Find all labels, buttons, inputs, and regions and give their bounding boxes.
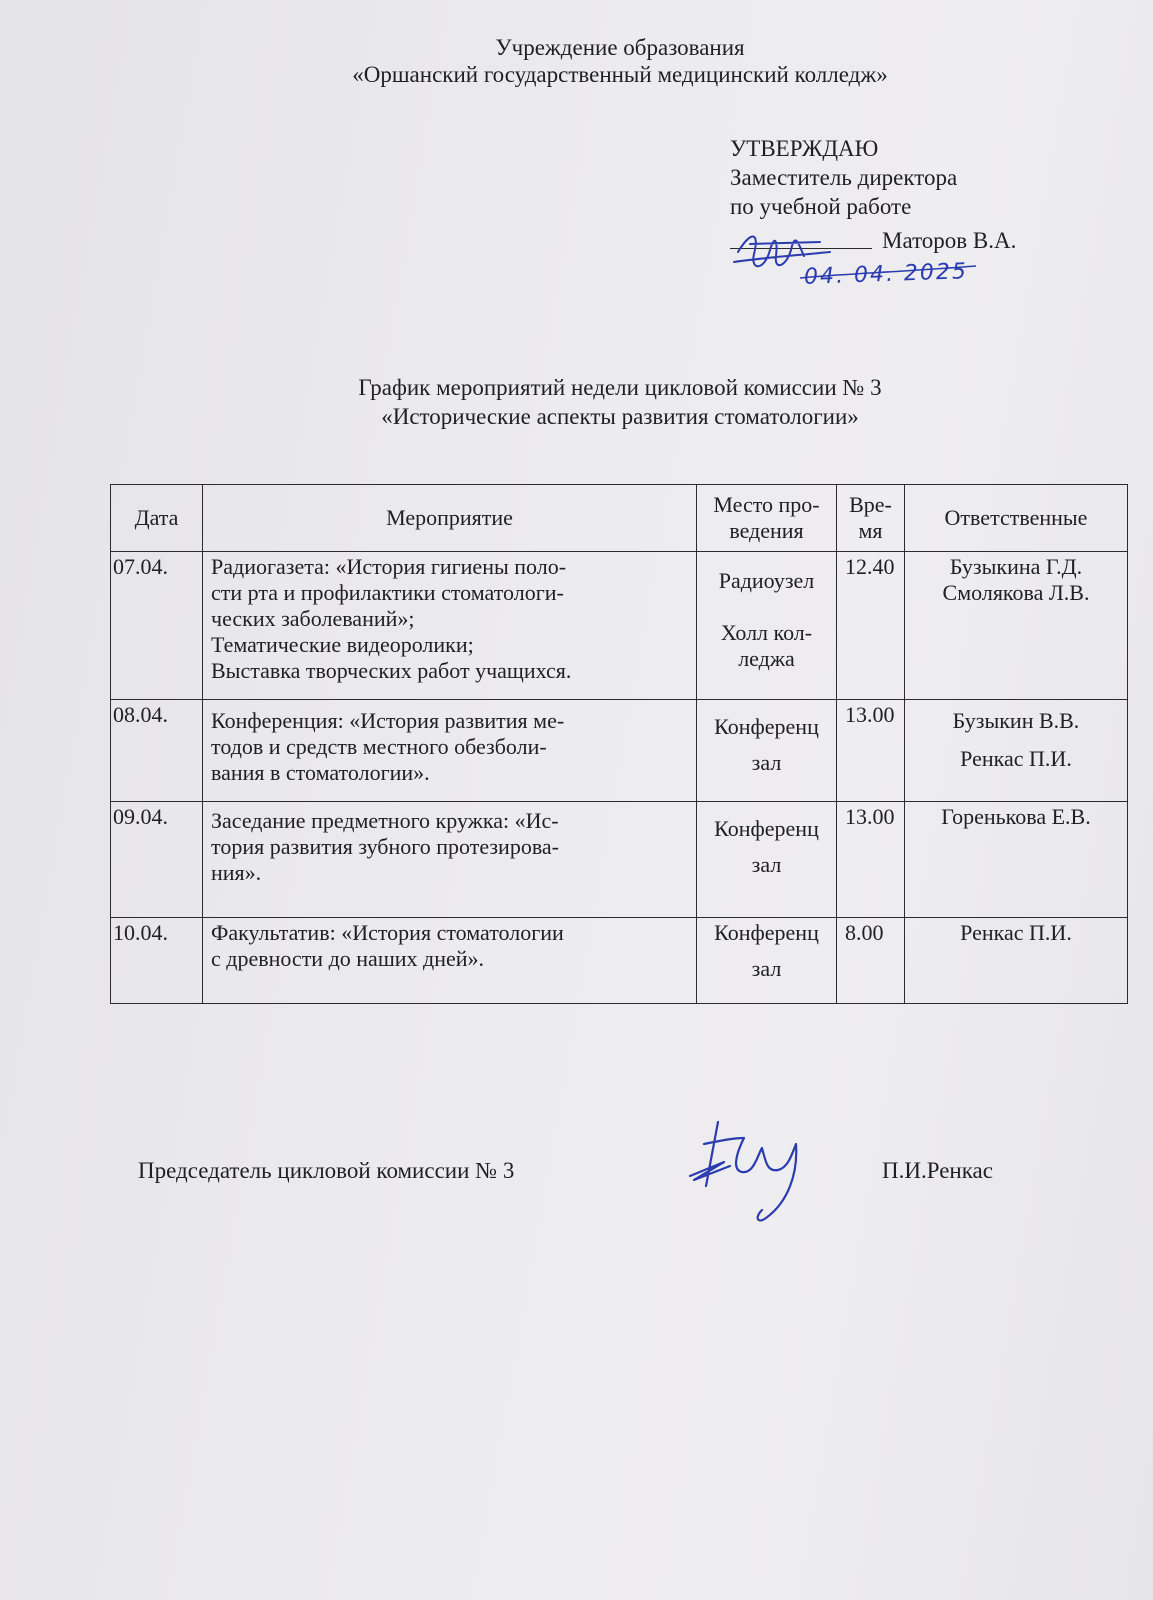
row-event: [203, 552, 697, 700]
event-line: Конференция: «История развития ме-: [211, 708, 565, 733]
event-line: тодов и средств местного обезболи-: [211, 734, 547, 759]
place-line: зал: [751, 956, 782, 981]
row-date: 08.04.: [111, 700, 203, 802]
row-place: [697, 552, 837, 700]
table-row: [111, 552, 1128, 700]
place-line: леджа: [738, 646, 795, 671]
row-time: 13.00: [837, 802, 905, 918]
schedule-table: [110, 484, 1128, 1004]
row-date: 07.04.: [111, 552, 203, 700]
row-responsible: [905, 552, 1128, 700]
schedule-title: График мероприятий недели цикловой комиссии № 3: [358, 375, 882, 400]
row-place: [697, 700, 837, 802]
place-line: Конференц: [714, 714, 819, 739]
table-row: [111, 918, 1128, 1004]
event-line: с древности до наших дней».: [211, 946, 485, 971]
handwritten-date: 04. 04. 2025: [803, 259, 969, 290]
place-line: зал: [751, 750, 782, 775]
event-line: Выставка творческих работ учащихся.: [211, 658, 572, 683]
institution-line-2: «Оршанский государственный медицинский колледж»: [352, 62, 888, 87]
header-time-line: Вре-: [849, 492, 892, 517]
chair-signature: [684, 1114, 834, 1234]
approval-title: УТВЕРЖДАЮ: [730, 136, 879, 161]
header-place: [697, 485, 837, 552]
responsible-line: Бузыкин В.В.: [952, 708, 1080, 733]
row-time: 13.00: [837, 700, 905, 802]
header-time: [837, 485, 905, 552]
row-time: 12.40: [837, 552, 905, 700]
row-place: [697, 802, 837, 918]
row-date: 09.04.: [111, 802, 203, 918]
responsible-line: Гоpенькова Е.В.: [941, 804, 1091, 829]
row-place: [697, 918, 837, 1004]
schedule-subtitle: «Исторические аспекты развития стоматологии»: [381, 404, 859, 429]
event-line: вания в стоматологии».: [211, 760, 430, 785]
place-line: Холл кол-: [720, 620, 813, 645]
header-date: Дата: [111, 485, 203, 552]
table-row: [111, 802, 1128, 918]
event-line: Заседание предметного кружка: «Ис-: [211, 808, 559, 833]
header-responsible: Ответственные: [905, 485, 1128, 552]
approval-position-line-2: по учебной работе: [730, 194, 912, 219]
institution-line-1: Учреждение образования: [495, 35, 745, 60]
event-line: ния».: [211, 860, 262, 885]
table-header-row: [111, 485, 1128, 552]
header-place-line: Место про-: [713, 492, 820, 517]
responsible-line: Ренкас П.И.: [960, 920, 1072, 945]
header-place-line: ведения: [729, 518, 804, 543]
header-event: Мероприятие: [203, 485, 697, 552]
header-time-line: мя: [858, 518, 883, 543]
responsible-line: Смолякова Л.В.: [942, 580, 1090, 605]
row-event: [203, 700, 697, 802]
row-event: [203, 802, 697, 918]
responsible-line: Ренкас П.И.: [960, 746, 1072, 771]
event-line: ческих заболеваний»;: [211, 606, 415, 631]
row-date: 10.04.: [111, 918, 203, 1004]
event-line: Тематические видеоролики;: [211, 632, 474, 657]
row-responsible: [905, 918, 1128, 1004]
responsible-line: Бузыкина Г.Д.: [949, 554, 1083, 579]
place-line: зал: [751, 852, 782, 877]
row-time: 8.00: [837, 918, 905, 1004]
event-line: сти рта и профилактики стоматологи-: [211, 580, 564, 605]
row-responsible: [905, 802, 1128, 918]
table-row: [111, 700, 1128, 802]
date-underline: [800, 258, 980, 288]
chair-name: П.И.Ренкас: [882, 1158, 993, 1183]
event-line: тория развития зубного протезирова-: [211, 834, 560, 859]
row-responsible: [905, 700, 1128, 802]
event-line: Факультатив: «История стоматологии: [211, 920, 564, 945]
approval-position-line-1: Заместитель директора: [730, 165, 958, 190]
row-event: [203, 918, 697, 1004]
place-line: Конференц: [714, 920, 819, 945]
approver-name: Маторов В.А.: [882, 228, 1017, 253]
place-line: Радиоузел: [718, 568, 815, 593]
place-line: Конференц: [714, 816, 819, 841]
event-line: Радиогазета: «История гигиены поло-: [211, 554, 567, 579]
chair-role: Председатель цикловой комиссии № 3: [138, 1158, 515, 1183]
